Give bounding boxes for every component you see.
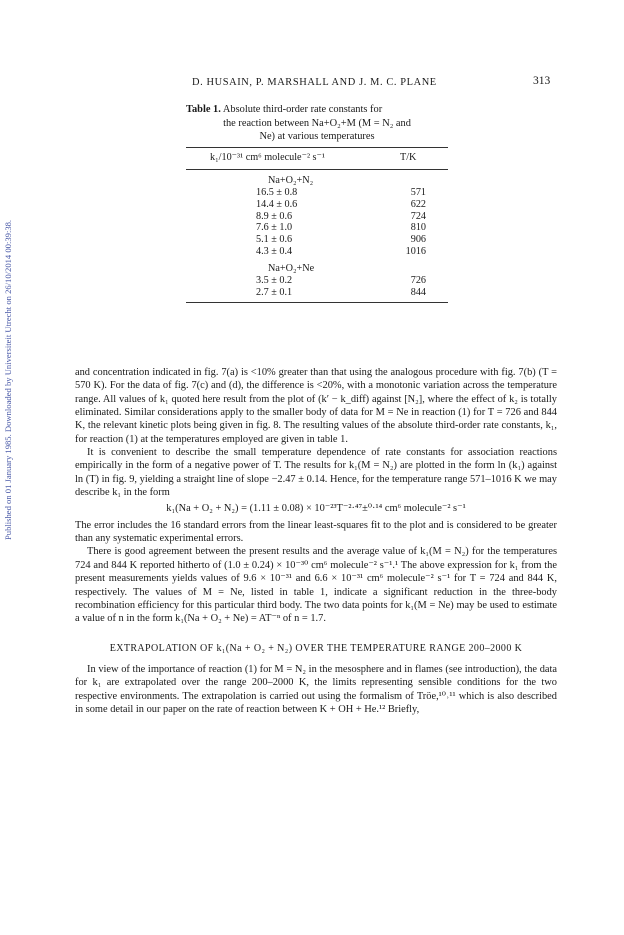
section-heading: EXTRAPOLATION OF k₁(Na + O₂ + N₂) OVER THE TEMPERATURE RANGE 200–2000 K [109, 642, 523, 654]
k1-value: 3.5 ± 0.2 [256, 274, 293, 286]
table-caption-line-2: the reaction between Na+O₂+M (M = N₂ and [223, 117, 411, 129]
download-watermark: Published on 01 January 1985. Downloaded by Universiteit Utrecht on 26/10/2014 00:39:38. [3, 219, 13, 541]
k1-value: 5.1 ± 0.6 [256, 234, 293, 246]
table-top-rule [186, 147, 448, 148]
group-label: Na+O₂+Ne [268, 262, 315, 274]
table-label: Table 1. [186, 104, 221, 115]
temperature-value: 724 [410, 210, 426, 222]
temperature-value: 1016 [405, 245, 426, 257]
table-group-n2 [186, 174, 448, 258]
page-number: 313 [533, 75, 551, 87]
temperature-value: 571 [410, 187, 426, 198]
rate-equation: k₁(Na + O₂ + N₂) = (1.11 ± 0.08) × 10⁻²³T⁻²·⁴⁷±⁰·¹⁴ cm⁶ molecule⁻² s⁻¹ [166, 503, 466, 515]
temperature-value: 810 [410, 222, 426, 234]
table-row [186, 246, 448, 258]
k1-value: 8.9 ± 0.6 [256, 210, 293, 222]
article-body [75, 366, 557, 716]
column-header-temperature: T/K [400, 152, 417, 163]
temperature-value: 906 [410, 234, 426, 246]
paragraph: It is convenient to describe the small temperature dependence of rate constants for association reactions empirically in the form of a negative power of T. The results for k₁(M = N₂) are plotted in the form ln (k₁) against ln (T) in fig. 9, yielding a straight line of slope −2.47 ± 0.14. Hence, for the temperature range 571–1016 K we may describe k₁ in the form [75, 447, 557, 499]
table-group-ne [186, 262, 448, 299]
k1-value: 2.7 ± 0.1 [256, 286, 293, 298]
table-row [186, 199, 448, 211]
group-label: Na+O₂+N₂ [268, 175, 314, 186]
table-row [186, 287, 448, 299]
temperature-value: 622 [410, 198, 426, 210]
temperature-value: 844 [410, 286, 426, 298]
k1-value: 7.6 ± 1.0 [256, 222, 293, 234]
column-header-k1: k₁/10⁻³¹ cm⁶ molecule⁻² s⁻¹ [210, 152, 325, 163]
paragraph: The error includes the 16 standard errors from the linear least-squares fit to the plot and is considered to be greater than any systematic experimental errors. [75, 519, 557, 545]
paragraph: and concentration indicated in fig. 7(a) is <10% greater than that using the analogous procedure with fig. 7(b) (T = 570 K). For the data of fig. 7(c) and (d), the difference is <20%, with a monotonic variation across the temperature range. All values of k₁ quoted here result from the plot of (k′ − k_diff) against [N₂], where the effect of k₂ is totally eliminated. Similar considerations apply to the smaller body of data for M = Ne in reaction (1) for T = 726 and 844 K, the relevant kinetic plots being given in fig. 8. The resulting values of the absolute third-order rate constants, k₁, for reaction (1) at the temperatures employed are given in table 1. [75, 367, 557, 445]
table-row [186, 187, 448, 199]
table-row [186, 234, 448, 246]
table-row [186, 222, 448, 234]
table-row [186, 211, 448, 223]
table-header-row [186, 152, 448, 165]
paragraph: There is good agreement between the present results and the average value of k₁(M = N₂) for the temperatures 724 and 844 K reported hitherto of (1.0 ± 0.24) × 10⁻³⁰ cm⁶ molecule⁻² s⁻¹.¹ The above expression for k₁ from the present measurements yields values of 9.6 × 10⁻³¹ and 6.6 × 10⁻³¹ cm⁶ molecule⁻² s⁻¹ for T = 724 and 844 K, respectively. The values of M = Ne, listed in table 1, indicate a significant reduction in the three-body recombination efficiency for this particular third body. The two data points for k₁(M = Ne) may be used to estimate a value of n in the form k₁(Na + O₂ + Ne) = AT⁻ⁿ of n = 1.7. [75, 546, 557, 625]
table-caption [186, 103, 448, 144]
table-bottom-rule [186, 302, 448, 303]
table-caption-line-1: Absolute third-order rate constants for [222, 104, 383, 115]
temperature-value: 726 [410, 274, 426, 286]
k1-value: 14.4 ± 0.6 [256, 198, 298, 210]
k1-value: 16.5 ± 0.8 [256, 187, 298, 198]
table-row [186, 275, 448, 287]
running-header-authors: D. HUSAIN, P. MARSHALL AND J. M. C. PLANE [192, 77, 437, 88]
table-header-rule [186, 169, 448, 170]
k1-value: 4.3 ± 0.4 [256, 245, 293, 257]
rate-constant-table [186, 147, 448, 303]
paragraph: In view of the importance of reaction (1) for M = N₂ in the mesosphere and in flames (see introduction), the data for k₁ are extrapolated over the range 200–2000 K, the limits representing sensible conditions for the two respective environments. The extrapolation is carried out using the formalism of Tröe,¹⁰˒¹¹ which is also described in some detail in our paper on the rate of reaction between K + OH + He.¹² Briefly, [75, 663, 557, 715]
table-caption-line-3: Ne) at various temperatures [259, 131, 375, 143]
